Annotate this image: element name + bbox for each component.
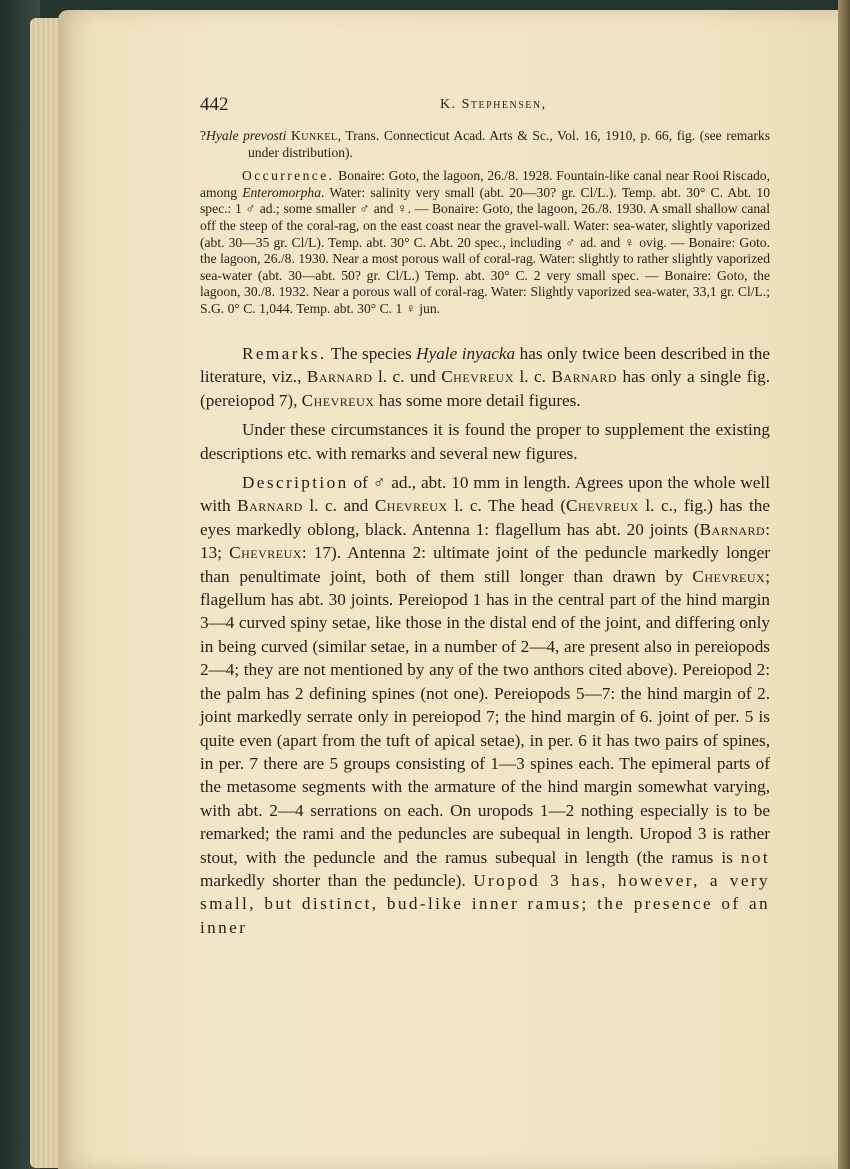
query-mark: ? (200, 128, 207, 143)
occurrence-paragraph (200, 168, 770, 317)
circumstances-paragraph: Under these circumstances it is found the proper to supplement the existing descriptions etc. with remarks and several new figures. (200, 420, 770, 463)
author-name: Chevreux (692, 566, 766, 586)
occurrence-text-2: . Water: salinity very small (abt. 20—30? gr. Cl/L.). Temp. abt. 30° C. Abt. 10 spec.: 1 ♂ ad.; some smaller ♂ and ♀. — Bonaire: Goto, the lagoon, 26./8. 1930. A small shallow canal off the steep of the coral-rag, on the east coast near the gravel-wall. Water: sea-water, slightly vaporized (abt. 30—35 gr. Cl/L). Temp. abt. 30° C. Abt. 20 spec., including ♂ ad. and ♀ ovig. — Bonaire: Goto. the lagoon, 26./8. 1930. Near a most porous wall of coral-rag. Water: slightly to rather slightly vaporized sea-water (abt. 30—abt. 50? gr. Cl/L.) Temp. abt. 30° C. 2 very small spec. — Bonaire: Goto, the lagoon, 30./8. 1932. Near a porous wall of coral-rag. Water: Slightly vaporized sea-water, 33,1 gr. Cl/L.; S.G. 0° C. 1,044. Temp. abt. 30° C. 1 ♀ jun. (200, 184, 770, 316)
author-name: Barnard (551, 367, 618, 387)
author-name: Barnard (237, 496, 303, 516)
description-text-1: of ♂ ad., abt. 10 mm in length. Agrees upon the whole well with (200, 473, 770, 516)
description-paragraph (200, 471, 770, 939)
species-name: Hyale prevosti (206, 128, 287, 143)
author-name: Barnard (306, 367, 373, 387)
remarks-text-4: l. c. (514, 367, 552, 387)
emphasis-not: not (740, 847, 770, 867)
synonymy-citation: , Trans. Connecticut Acad. Arts & Sc., Vol. 16, 1910, p. 66, fig. (see remarks under distribution). (248, 128, 770, 160)
remarks-label: Remarks. (242, 344, 327, 363)
description-text-4: l. c., fig.) has the eyes markedly oblong, black. Antenna 1: flagellum has abt. 20 joints ( (200, 496, 770, 539)
page-number: 442 (200, 94, 229, 115)
author-name: Kunkel (290, 128, 338, 143)
occurrence-label: Occurrence. (242, 168, 335, 184)
author-name: Chevreux (301, 390, 375, 410)
description-text-2: l. c. and (302, 496, 375, 516)
genus-name: Enteromorpha (242, 184, 321, 200)
synonymy-entry (200, 128, 770, 161)
description-label: Description (242, 473, 349, 493)
description-text-7: ; flagellum has abt. 30 joints. Pereiopod 1 has in the central part of the hind margin 3—4 curved spiny setae, like those in the distal end of the joint, and differing only in being curved (similar setae, in a number of 2—4, are present also in pereiopods 2—4; they are not mentioned by any of the two anthors cited above). Pereiopod 2: the palm has 2 defining spines (not one). Pereiopods 5—7: the hind margin of 2. joint markedly serrate only in pereiopod 7; the hind margin of 6. joint of per. 5 is quite even (apart from the tuft of apical setae), in per. 6 it has two pairs of spines, in per. 7 there are 5 groups consisting of 1—3 spines each. The epimeral parts of the metasome segments with the armature of the hind margin somewhat varying, with abt. 2—4 serrations on each. On uropods 1—2 nothing especially is to be remarked; the rami and the peduncles are subequal in length. Uropod 3 is rather stout, with the peduncle and the ramus subequal in length (the ramus is (200, 566, 770, 867)
author-name: Chevreux (374, 496, 448, 516)
remarks-paragraph (200, 342, 770, 412)
description-text-8: markedly shorter than the peduncle). (200, 870, 474, 890)
remarks-text-5: has only a single fig. (pereiopod 7), (200, 367, 771, 410)
spaced-emphasis: Uropod 3 has, however, a very small, but distinct, bud-like inner ramus; the presence of an inner (200, 870, 770, 937)
description-text-6: : 17). Antenna 2: ultimate joint of the peduncle markedly longer than penultimate joint, both of them still longer than drawn by (200, 543, 770, 586)
remarks-text-6: has some more detail figures. (374, 390, 581, 410)
author-name: Chevreux (229, 543, 302, 563)
author-name: Chevreux (441, 367, 514, 387)
occurrence-text-1: Bonaire: Goto, the lagoon, 26./8. 1928. Fountain-like canal near Rooi Riscado, among (200, 168, 770, 200)
page-header (200, 94, 770, 120)
description-text-5: : 13; (200, 519, 770, 563)
author-name: Chevreux (566, 496, 639, 516)
species-name: Hyale inyacka (416, 344, 516, 363)
running-head: K. Stephensen, (440, 97, 547, 112)
small-print-block (200, 128, 770, 318)
remarks-text-1: The species (326, 344, 417, 363)
main-text-block (200, 342, 770, 945)
description-text-3: l. c. The head ( (447, 496, 567, 516)
author-name: Barnard (699, 519, 766, 539)
remarks-text-3: l. c. und (372, 367, 442, 387)
remarks-text-2: has only twice been described in the literature, viz., (200, 344, 771, 387)
